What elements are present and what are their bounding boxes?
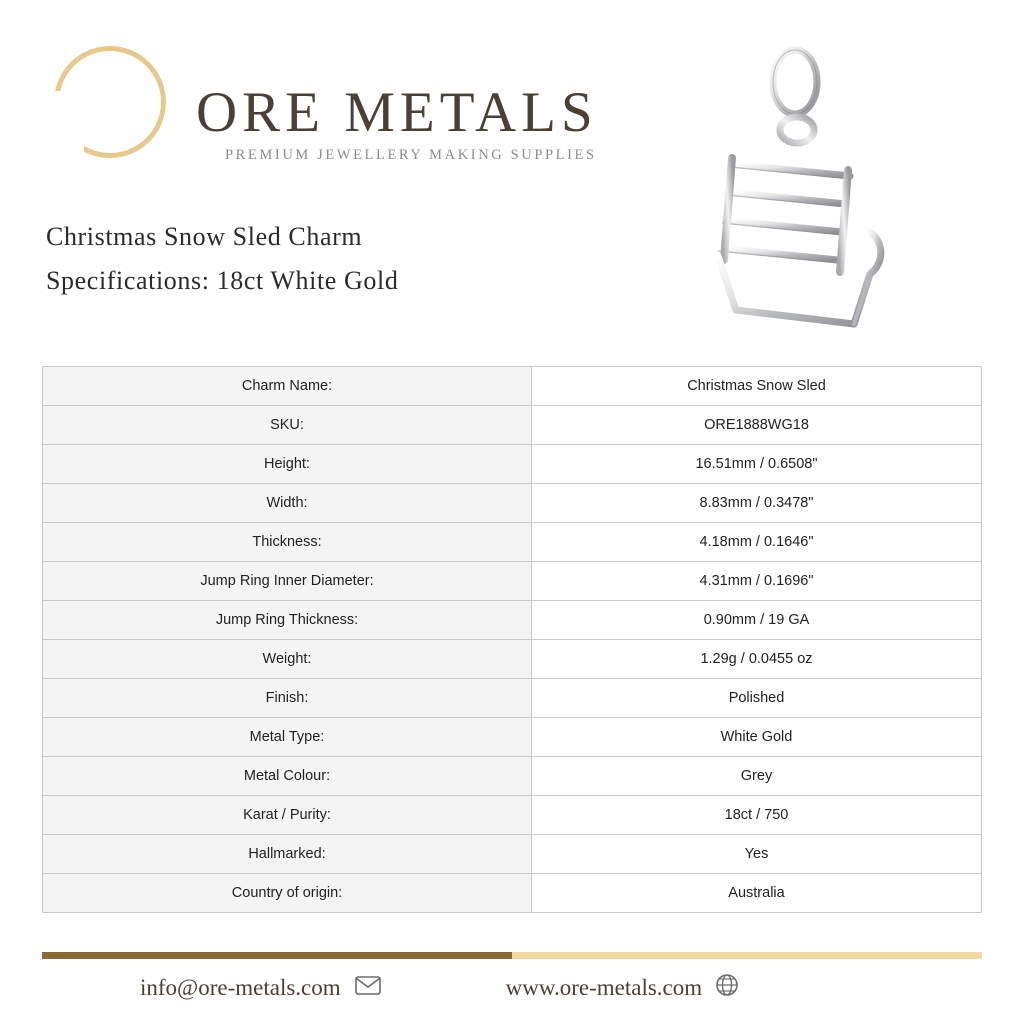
row-label: Metal Type: — [43, 718, 532, 757]
brand-tagline: PREMIUM JEWELLERY MAKING SUPPLIES — [225, 147, 597, 163]
footer-website-text: www.ore-metals.com — [505, 975, 703, 1000]
gold-ring-icon — [54, 46, 166, 158]
row-label: Metal Colour: — [43, 757, 532, 796]
row-value: 1.29g / 0.0455 oz — [532, 640, 982, 679]
table-row — [43, 445, 982, 484]
table-row — [43, 718, 982, 757]
row-value: Polished — [532, 679, 982, 718]
row-label: Jump Ring Thickness: — [43, 601, 532, 640]
table-row — [43, 874, 982, 913]
row-label: Hallmarked: — [43, 835, 532, 874]
table-row — [43, 484, 982, 523]
row-label: Weight: — [43, 640, 532, 679]
row-label: Width: — [43, 484, 532, 523]
footer — [42, 958, 982, 1018]
row-value: Christmas Snow Sled — [532, 367, 982, 406]
row-label: Charm Name: — [43, 367, 532, 406]
row-label: Jump Ring Inner Diameter: — [43, 562, 532, 601]
row-value: Yes — [532, 835, 982, 874]
table-row — [43, 835, 982, 874]
row-value: Australia — [532, 874, 982, 913]
product-title: Christmas Snow Sled Charm — [46, 222, 363, 251]
table-row — [43, 796, 982, 835]
row-label: Finish: — [43, 679, 532, 718]
row-label: Thickness: — [43, 523, 532, 562]
row-value: Grey — [532, 757, 982, 796]
row-label: Height: — [43, 445, 532, 484]
table-row — [43, 679, 982, 718]
row-value: White Gold — [532, 718, 982, 757]
footer-website[interactable] — [506, 974, 739, 1002]
row-label: SKU: — [43, 406, 532, 445]
row-value: 4.31mm / 0.1696" — [532, 562, 982, 601]
globe-icon — [716, 974, 738, 1002]
table-row — [43, 406, 982, 445]
table-row — [43, 601, 982, 640]
envelope-icon — [355, 975, 381, 1001]
footer-email-text: info@ore-metals.com — [140, 975, 341, 1000]
row-label: Country of origin: — [43, 874, 532, 913]
brand-name: ORE METALS — [196, 81, 598, 144]
row-value: 4.18mm / 0.1646" — [532, 523, 982, 562]
specifications-table — [42, 366, 982, 913]
row-value: 0.90mm / 19 GA — [532, 601, 982, 640]
table-body — [43, 367, 982, 913]
row-value: 8.83mm / 0.3478" — [532, 484, 982, 523]
product-image — [640, 24, 980, 344]
row-value: ORE1888WG18 — [532, 406, 982, 445]
footer-email[interactable] — [140, 975, 381, 1001]
page-title — [46, 222, 666, 310]
row-label: Karat / Purity: — [43, 796, 532, 835]
table-row — [43, 523, 982, 562]
brand-header — [48, 34, 648, 174]
row-value: 16.51mm / 0.6508" — [532, 445, 982, 484]
product-subtitle: Specifications: 18ct White Gold — [46, 266, 399, 295]
row-value: 18ct / 750 — [532, 796, 982, 835]
table-row — [43, 640, 982, 679]
table-row — [43, 562, 982, 601]
table-row — [43, 757, 982, 796]
table-row — [43, 367, 982, 406]
